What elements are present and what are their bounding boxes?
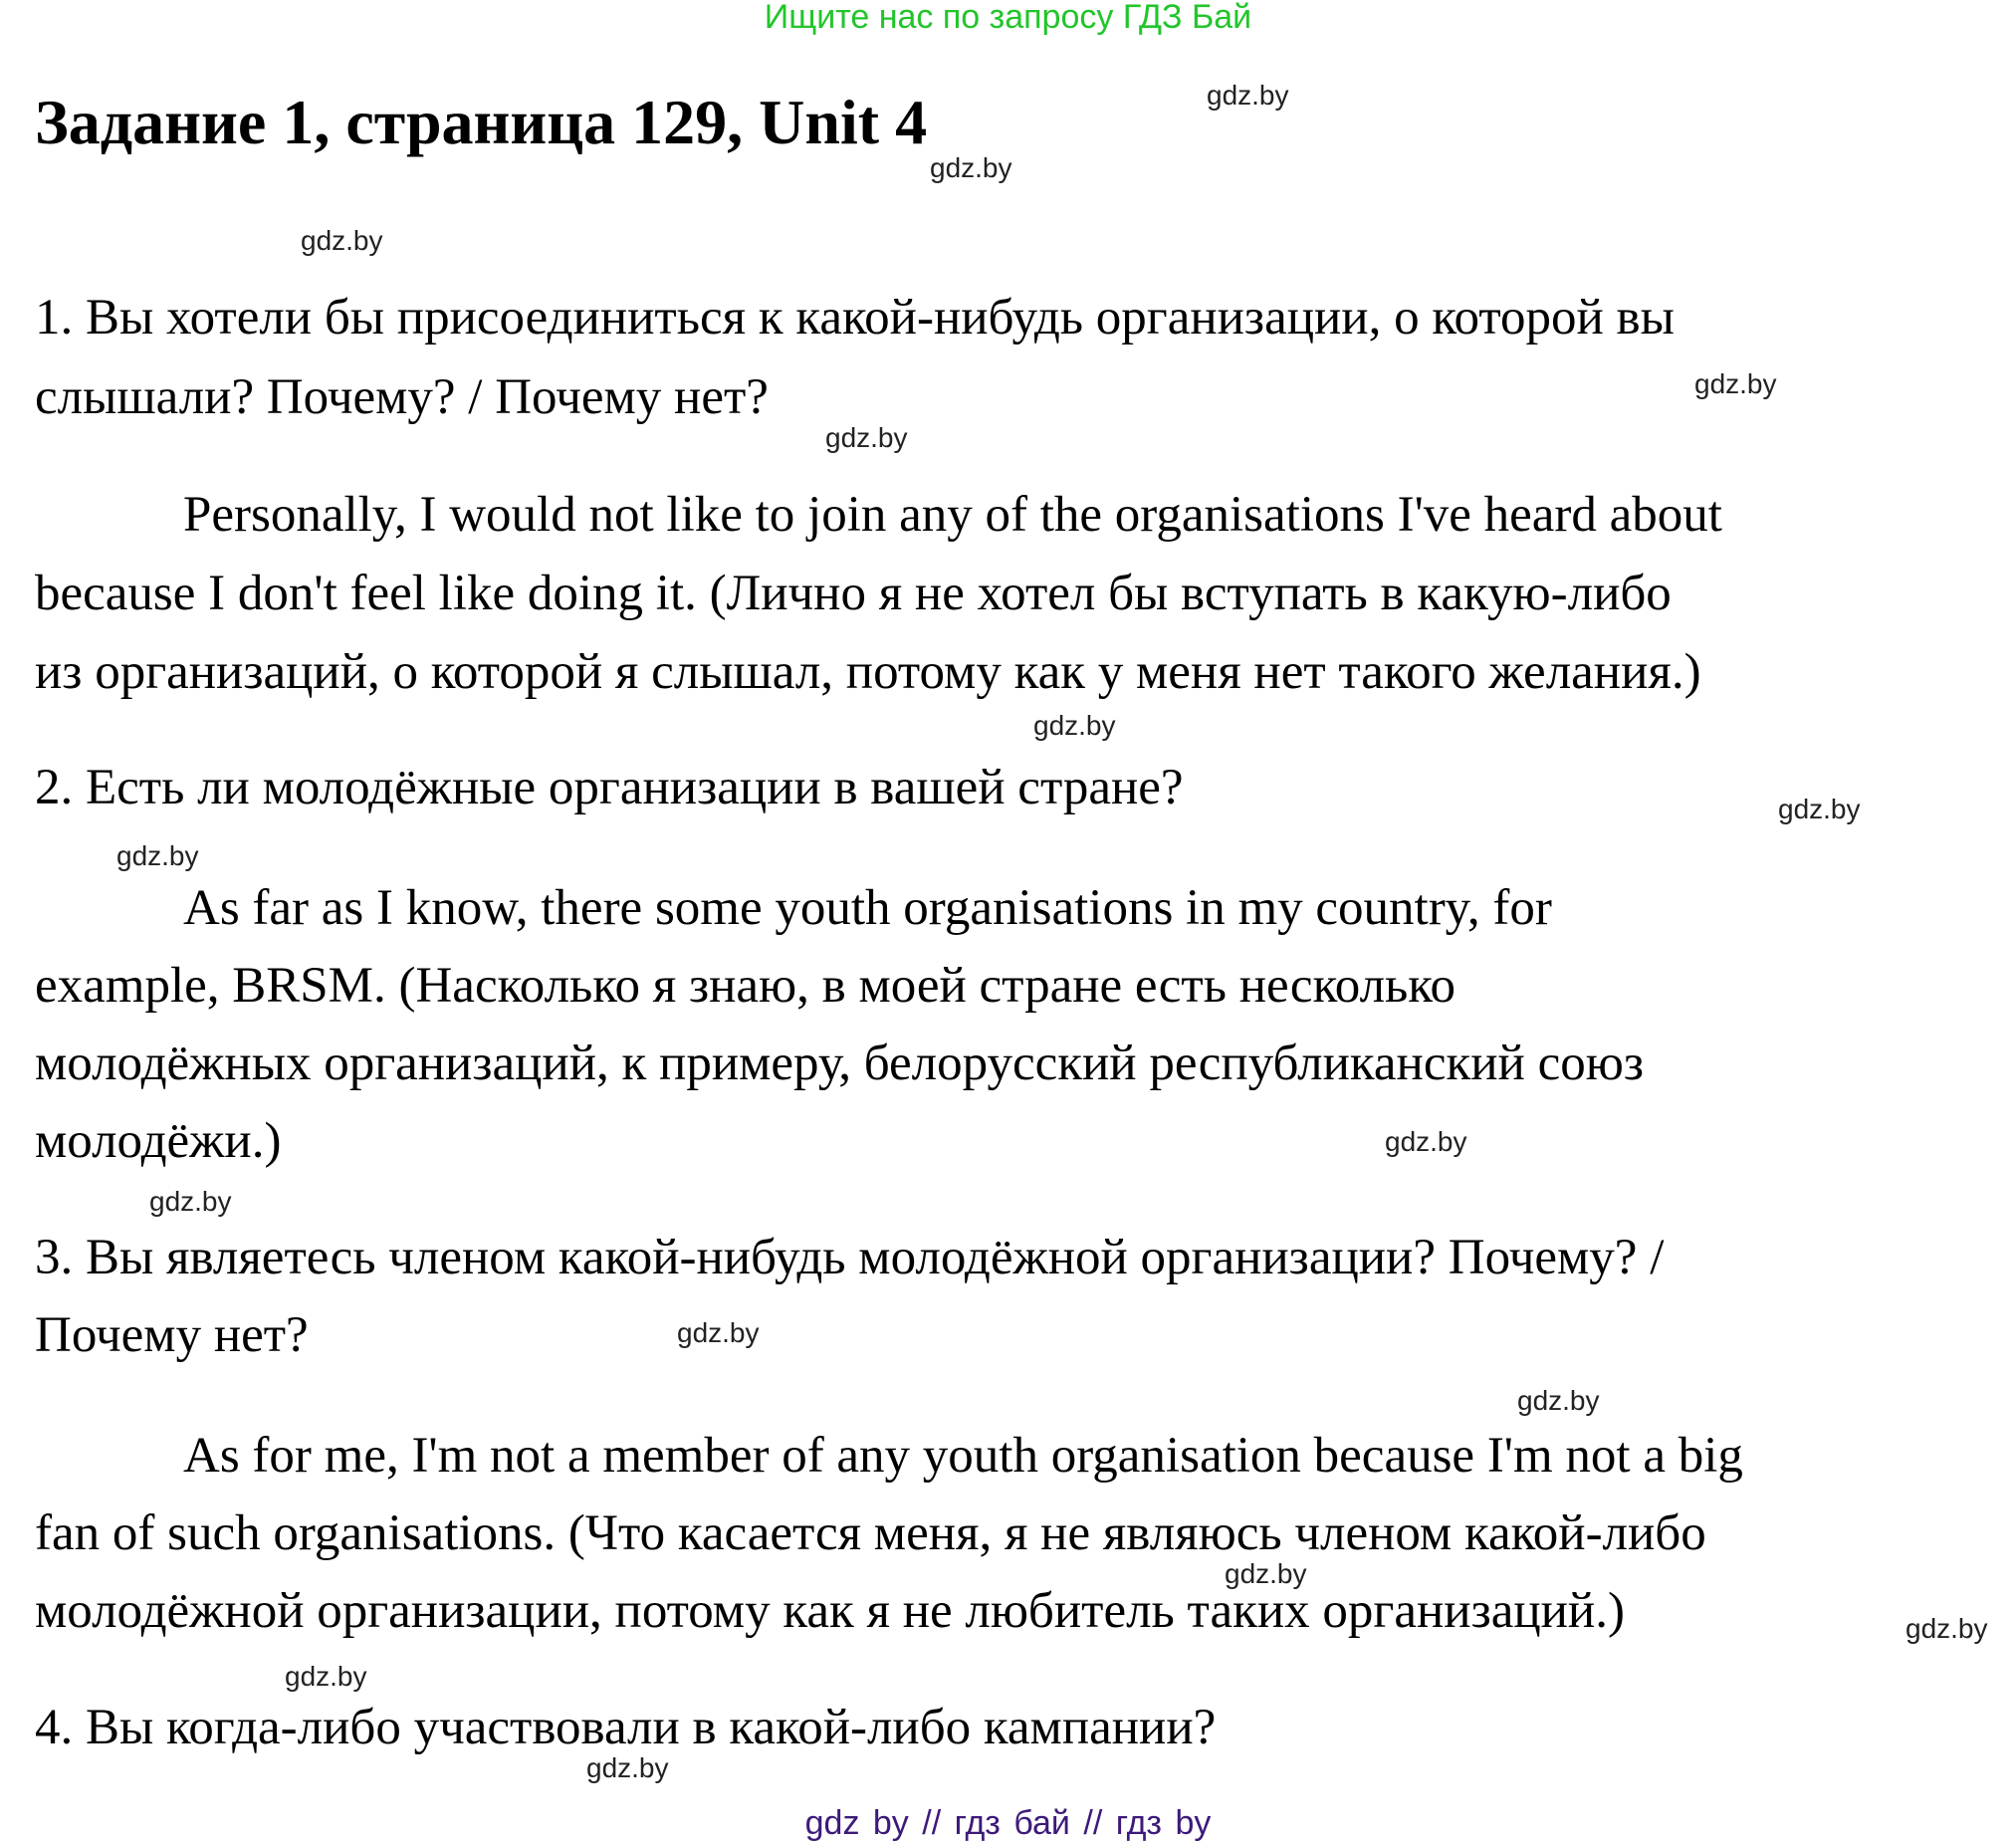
- watermark: gdz.by: [149, 1186, 232, 1217]
- page-title: Задание 1, страница 129, Unit 4: [35, 87, 928, 157]
- answer-3-line-2: fan of such organisations. (Что касается меня, я не являюсь членом какой-либо: [35, 1505, 1706, 1561]
- watermark: gdz.by: [586, 1752, 669, 1783]
- answer-1-line-3: из организаций, о которой я слышал, потому как у меня нет такого желания.): [35, 644, 1701, 700]
- answer-2-line-1: As far as I know, there some youth organisations in my country, for: [183, 880, 1552, 936]
- watermark: gdz.by: [1033, 710, 1116, 741]
- answer-1-line-1: Personally, I would not like to join any of the organisations I've heard about: [183, 487, 1722, 543]
- watermark: gdz.by: [930, 152, 1012, 183]
- watermark: gdz.by: [1905, 1613, 1988, 1644]
- question-3-line-2: Почему нет?: [35, 1307, 309, 1363]
- watermark: gdz.by: [301, 225, 383, 256]
- watermark: gdz.by: [1694, 368, 1777, 399]
- answer-2-line-4: молодёжи.): [35, 1113, 282, 1169]
- search-banner: Ищите нас по запросу ГДЗ Бай: [764, 0, 1252, 36]
- question-2-line-1: 2. Есть ли молодёжные организации в вашей стране?: [35, 760, 1184, 815]
- watermark: gdz.by: [1385, 1126, 1467, 1157]
- watermark: gdz.by: [285, 1661, 367, 1692]
- answer-2-line-2: example, BRSM. (Насколько я знаю, в моей стране есть несколько: [35, 958, 1456, 1014]
- watermark: gdz.by: [116, 840, 199, 871]
- footer-links[interactable]: gdz by // гдз бай // гдз by: [804, 1804, 1212, 1842]
- watermark: gdz.by: [1778, 794, 1861, 824]
- watermark: gdz.by: [1225, 1558, 1307, 1589]
- answer-3-line-1: As for me, I'm not a member of any youth organisation because I'm not a big: [183, 1428, 1743, 1484]
- answer-1-line-2: because I don't feel like doing it. (Лично я не хотел бы вступать в какую-либо: [35, 566, 1672, 621]
- watermark: gdz.by: [825, 422, 908, 453]
- answer-3-line-3: молодёжной организации, потому как я не любитель таких организаций.): [35, 1583, 1625, 1639]
- question-4-line-1: 4. Вы когда-либо участвовали в какой-либо кампании?: [35, 1700, 1217, 1755]
- question-3-line-1: 3. Вы являетесь членом какой-нибудь молодёжной организации? Почему? /: [35, 1230, 1665, 1285]
- watermark: gdz.by: [1517, 1385, 1600, 1416]
- answer-2-line-3: молодёжных организаций, к примеру, белорусский республиканский союз: [35, 1036, 1644, 1091]
- watermark: gdz.by: [677, 1317, 760, 1348]
- question-1-line-1: 1. Вы хотели бы присоединиться к какой-нибудь организации, о которой вы: [35, 290, 1675, 346]
- question-1-line-2: слышали? Почему? / Почему нет?: [35, 369, 769, 425]
- watermark: gdz.by: [1207, 80, 1289, 111]
